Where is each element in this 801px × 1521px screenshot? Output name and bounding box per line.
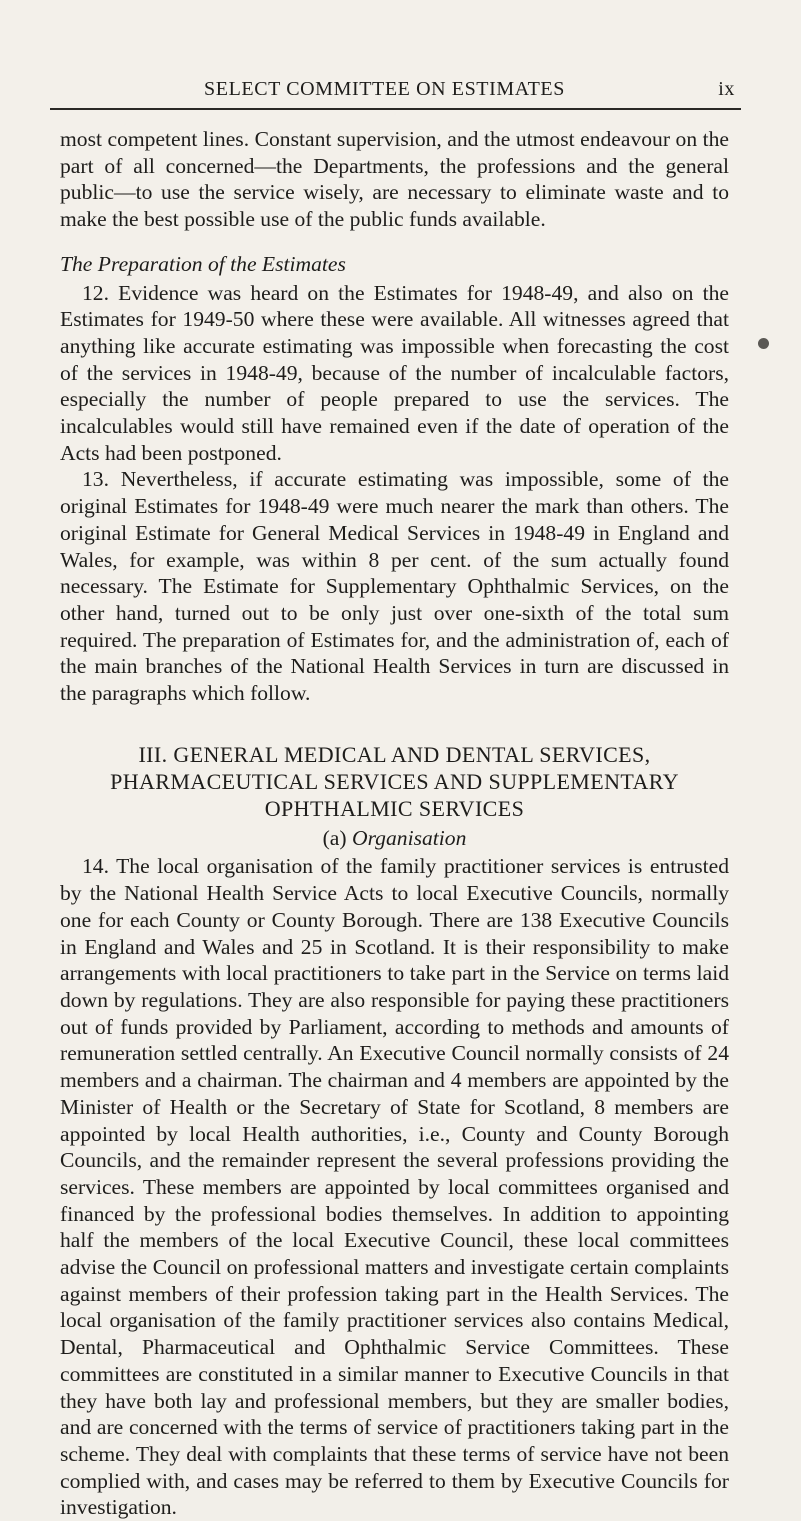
paragraph-13: 13. Nevertheless, if accurate estimating was impossible, some of the original Estimates for 1948-49 were much nearer the mark than others. The original Estimate for General Medical Services in 1948-49 in England and Wales, for example, was within 8 per cent. of the sum actually found necessary. The Estimate for Supplementary Ophthalmic Services, on the other hand, turned out to be only just over one-sixth of the total sum required. The preparation of Estimates for, and the administration of, each of the main branches of the National Health Services in turn are discussed in the paragraphs which follow. [60,467,729,706]
page-number: ix [718,78,735,100]
subheading-preparation: The Preparation of the Estimates [60,251,346,276]
section-heading-iii [60,741,729,822]
header-rule [50,108,741,110]
section-heading-line-1: III. GENERAL MEDICAL AND DENTAL SERVICES, [138,741,651,767]
running-header [60,0,735,108]
paragraph-14: 14. The local organisation of the family practitioner services is entrusted by the National Health Service Acts to local Executive Councils, normally one for each County or County Borough. There are 138 Executive Councils in England and Wales and 25 in Scotland. It is their responsibility to make arrangements with local practitioners to take part in the Service on terms laid down by regulations. They are also responsible for paying these practitioners out of funds provided by Parliament, according to methods and amounts of remuneration settled centrally. An Executive Council normally consists of 24 members and a chairman. The chairman and 4 members are appointed by the Minister of Health or the Secretary of State for Scotland, 8 members are appointed by local Health authorities, i.e., County and County Borough Councils, and the remainder represent the several professions providing the services. These members are appointed by local committees organised and financed by the professional bodies themselves. In addition to appointing half the members of the local Executive Council, these local committees advise the Council on professional matters and investigate certain complaints against members of their profession taking part in the Health Services. The local organisation of the family practitioner services also contains Medical, Dental, Pharmaceutical and Ophthalmic Service Committees. These committees are constituted in a similar manner to Executive Councils in that they have both lay and professional members, but they are smaller bodies, and are concerned with the terms of service of practitioners taking part in the scheme. They deal with complaints that these terms of service have not been complied with, and cases may be referred to them by Executive Councils for investigation. [60,854,729,1520]
subsection-heading-organisation [60,825,729,852]
subsection-label: (a) [322,825,347,850]
header-title: SELECT COMMITTEE ON ESTIMATES [204,78,565,100]
continuation-paragraph: most competent lines. Constant supervision, and the utmost endeavour on the part of all concerned—the Departments, the professions and the general public—to use the service wisely, are necessary to eliminate waste and to make the best possible use of the public funds available. [60,127,729,232]
section-heading-line-3: OPHTHALMIC SERVICES [264,795,525,821]
section-heading-line-2: PHARMACEUTICAL SERVICES AND SUPPLEMENTARY [110,768,679,794]
body-text [60,126,729,1521]
paragraph-12: 12. Evidence was heard on the Estimates for 1948-49, and also on the Estimates for 1949-50 where these were available. All witnesses agreed that anything like accurate estimating was impossible when forecasting the cost of the services in 1948-49, because of the number of incalculable factors, especially the number of people prepared to use the services. The incalculables would still have remained even if the date of operation of the Acts had been postponed. [60,280,729,465]
subsection-title: Organisation [351,825,467,850]
margin-mark [758,338,769,349]
